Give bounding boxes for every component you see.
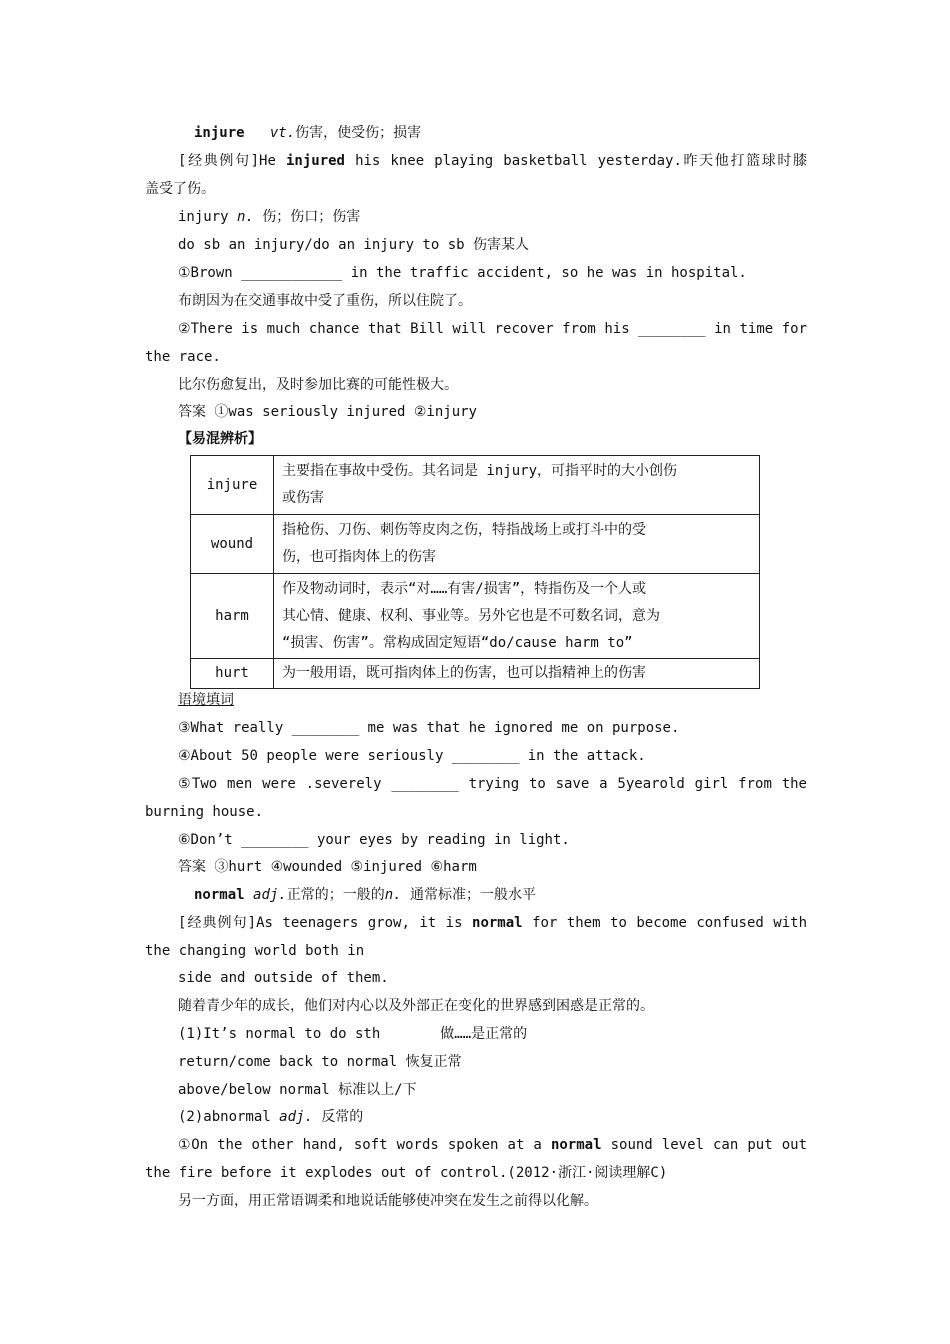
normal-example-cont1: the changing world both in (145, 943, 365, 959)
question-1-translation: 布朗因为在交通事故中受了重伤，所以住院了。 (178, 293, 472, 309)
normal-phrase-1: (1)It’s normal to do sth 做……是正常的 (178, 1026, 528, 1042)
injure-answer: 答案 ①was seriously injured ②injury (178, 404, 477, 420)
compare-row-injure (191, 456, 760, 515)
compare-word: harm (191, 574, 274, 659)
normal-example-line: [经典例句]As teenagers grow, it is normal for them to become confused with (178, 915, 807, 931)
compare-word: hurt (191, 659, 274, 689)
normal-example-translation: 随着青少年的成长，他们对内心以及外部正在变化的世界感到困惑是正常的。 (178, 998, 654, 1014)
example-keyword: normal (472, 915, 523, 931)
question-3: ③What really ________ me was that he ignored me on purpose. (178, 720, 680, 736)
normal-example-cont2: side and outside of them. (178, 970, 389, 986)
normal-sentence-1-translation: 另一方面，用正常语调柔和地说话能够使冲突在发生之前得以化解。 (178, 1193, 598, 1209)
fill-answer: 答案 ③hurt ④wounded ⑤injured ⑥harm (178, 859, 477, 875)
headword-normal: normal (194, 887, 245, 903)
sentence-keyword: normal (550, 1137, 602, 1153)
question-5-cont: burning house. (145, 804, 264, 820)
compare-word: wound (191, 515, 274, 574)
compare-row-wound (191, 515, 760, 574)
question-2-translation: 比尔伤愈复出，及时参加比赛的可能性极大。 (178, 377, 458, 393)
pos-n: n. (384, 887, 402, 903)
normal-phrase-3: above/below normal 标准以上/下 (178, 1082, 417, 1098)
fill-heading: 语境填词 (178, 692, 234, 708)
normal-sentence-1: ①On the other hand, soft words spoken at a normal sound level can put out (178, 1137, 807, 1153)
compare-desc: 主要指在事故中受伤。其名词是 injury，可指平时的大小创伤 或伤害 (274, 456, 760, 515)
question-2: ②There is much chance that Bill will recover from his ________ in time for (178, 321, 807, 337)
question-5: ⑤Two men were .severely ________ trying to save a 5yearold girl from the (178, 776, 807, 792)
pos-n: n. (237, 209, 254, 225)
example-keyword: injured (285, 153, 345, 169)
question-2-cont: the race. (145, 349, 221, 365)
compare-row-hurt (191, 659, 760, 689)
question-4: ④About 50 people were seriously ________ in the attack. (178, 748, 646, 764)
headword-injure: injure (194, 125, 245, 141)
normal-headword-line: normal adj.正常的；一般的n. 通常标准；一般水平 (194, 887, 537, 903)
compare-table (190, 455, 760, 689)
blank-2: ________ (638, 321, 706, 337)
injury-phrase: do sb an injury/do an injury to sb 伤害某人 (178, 237, 530, 253)
compare-word: injure (191, 456, 274, 515)
normal-sentence-1-cont: the fire before it explodes out of control.(2012·浙江·阅读理解C) (145, 1165, 668, 1181)
compare-desc: 作及物动词时，表示“对……有害/损害”，特指伤及一个人或 其心情、健康、权利、事业等。另外它也是不可数名词，意为 “损害、伤害”。常构成固定短语“do/cause harm to” (274, 574, 760, 659)
normal-phrase-4: (2)abnormal adj. 反常的 (178, 1109, 364, 1125)
injure-example-cont: 盖受了伤。 (145, 181, 215, 197)
compare-desc: 为一般用语，既可指肉体上的伤害，也可以指精神上的伤害 (274, 659, 760, 689)
injury-noun-line: injury n. 伤；伤口；伤害 (178, 209, 361, 225)
pos-vt: vt. (269, 125, 296, 141)
normal-phrase-2: return/come back to normal 恢复正常 (178, 1054, 462, 1070)
compare-desc: 指枪伤、刀伤、刺伤等皮肉之伤，特指战场上或打斗中的受 伤，也可指肉体上的伤害 (274, 515, 760, 574)
pos-adj: adj. (253, 887, 287, 903)
meaning-injure: 伤害，使受伤；损害 (295, 125, 422, 141)
injure-example-line: [经典例句]He injured his knee playing basketball yesterday.昨天他打篮球时膝 (178, 153, 807, 169)
example-tag: [经典例句] (178, 153, 260, 169)
question-6: ⑥Don’t ________ your eyes by reading in light. (178, 832, 570, 848)
example-tag: [经典例句] (178, 915, 257, 931)
question-1: ①Brown ____________ in the traffic accident, so he was in hospital. (178, 265, 747, 281)
compare-row-harm (191, 574, 760, 659)
injure-headword-line (194, 119, 826, 147)
compare-heading: 【易混辨析】 (178, 431, 262, 447)
blank-1: ____________ (241, 265, 343, 281)
